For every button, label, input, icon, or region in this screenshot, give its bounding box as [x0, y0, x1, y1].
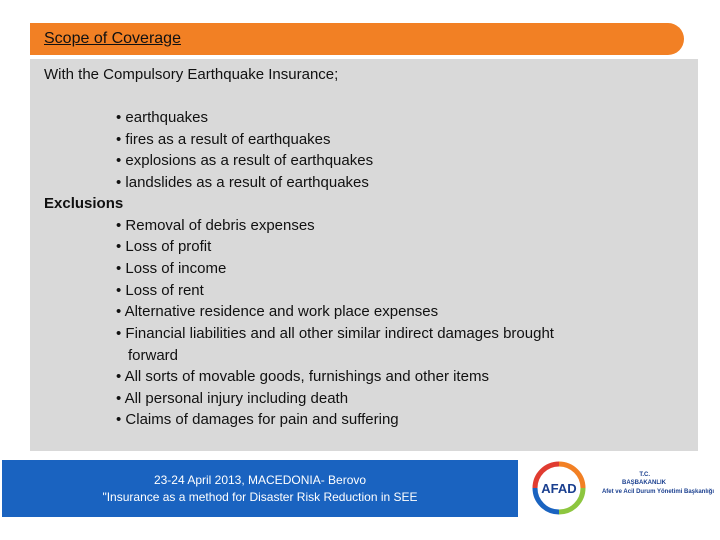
exclusion-item: • All sorts of movable goods, furnishings and other items [116, 368, 489, 385]
exclusion-item: • Loss of income [116, 260, 227, 277]
afad-logo [518, 460, 718, 517]
exclusion-item: • Alternative residence and work place expenses [116, 303, 439, 320]
exclusion-item: • Loss of rent [116, 282, 204, 299]
agency-prime-ministry: BAŞBAKANLIK [622, 480, 666, 486]
exclusion-item: • Claims of damages for pain and suffering [116, 411, 399, 428]
footer-bar [2, 460, 518, 517]
coverage-item: • earthquakes [116, 109, 208, 126]
content-panel [30, 59, 698, 451]
coverage-item: • explosions as a result of earthquakes [116, 152, 374, 169]
agency-tc: T.C. [639, 472, 650, 478]
footer-event-text: 23-24 April 2013, MACEDONIA- Berovo [153, 473, 367, 487]
exclusion-item: • All personal injury including death [116, 390, 349, 407]
exclusions-heading: Exclusions [44, 195, 124, 212]
exclusion-item: • Loss of profit [116, 238, 212, 255]
coverage-item: • fires as a result of earthquakes [116, 131, 331, 148]
exclusion-item: • Removal of debris expenses [116, 217, 315, 234]
intro-text: With the Compulsory Earthquake Insurance; [44, 66, 339, 83]
footer-conference-text: "Insurance as a method for Disaster Risk Reduction in SEE [102, 490, 418, 504]
afad-acronym: AFAD [541, 481, 577, 496]
agency-name: Afet ve Acil Durum Yönetimi Başkanlığı [601, 489, 714, 495]
header-bar [30, 23, 684, 55]
afad-emblem-icon [528, 460, 590, 517]
exclusion-item-continued: forward [128, 347, 179, 364]
slide-title: Scope of Coverage [44, 30, 181, 47]
coverage-item: • landslides as a result of earthquakes [116, 174, 369, 191]
exclusion-item: • Financial liabilities and all other similar indirect damages brought [116, 325, 554, 342]
